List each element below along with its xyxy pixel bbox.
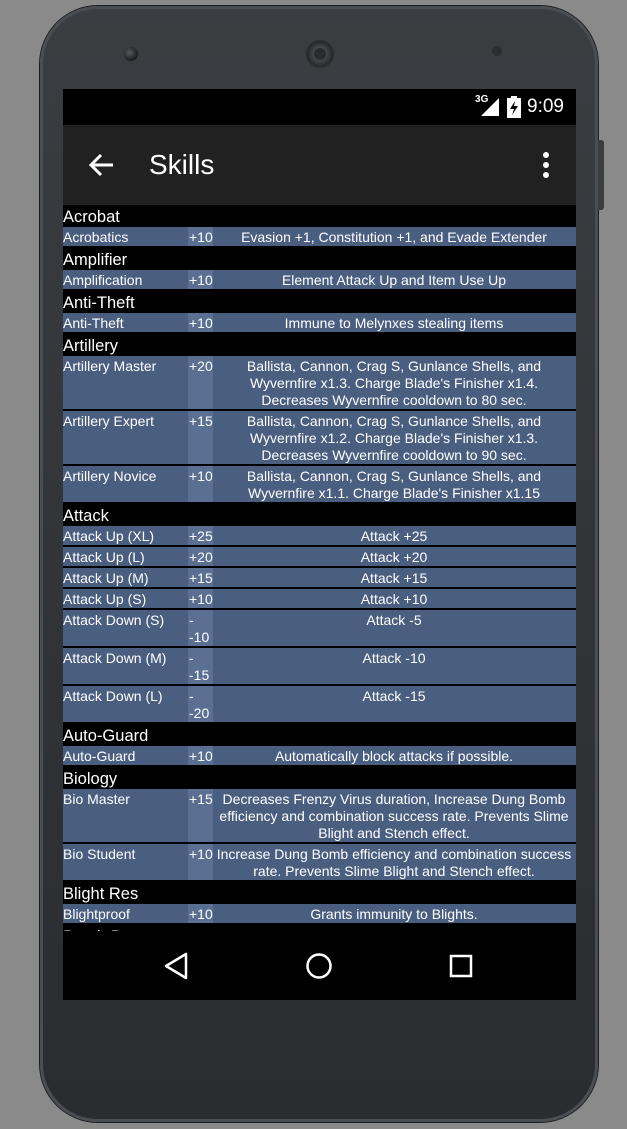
skill-description: Ballista, Cannon, Crag S, Gunlance Shells, and Wyvernfire x1.1. Charge Blade's Finisher x1.15: [246, 468, 542, 501]
skill-points: +25: [189, 528, 213, 544]
skill-points: --15: [188, 648, 213, 684]
skill-name: Attack Down (L): [63, 688, 163, 704]
skill-row[interactable]: [63, 313, 576, 332]
skill-name: Bio Student: [63, 846, 136, 862]
skill-name: Attack Up (L): [63, 549, 145, 565]
skill-points: +15: [188, 411, 213, 464]
section-header: Acrobat: [63, 208, 120, 226]
skill-description: Attack +15: [360, 570, 428, 586]
nav-recents-button[interactable]: [445, 950, 477, 982]
circle-home-icon: [303, 950, 335, 982]
skill-points: +20: [189, 549, 213, 565]
earpiece-speaker: [306, 40, 334, 68]
skill-row[interactable]: [63, 904, 576, 923]
skill-row[interactable]: [63, 844, 576, 880]
nav-home-button[interactable]: [303, 950, 335, 982]
skill-name: Attack Up (XL): [63, 528, 155, 544]
skill-points: +20: [188, 356, 213, 409]
skill-name: Attack Down (S): [63, 612, 165, 628]
skill-name: Artillery Expert: [63, 413, 155, 429]
navigation-bar: [63, 931, 576, 1000]
skill-description: Attack +20: [360, 549, 428, 565]
front-camera: [124, 47, 138, 61]
skill-name: Attack Up (M): [63, 570, 149, 586]
section-header: Anti-Theft: [63, 294, 135, 312]
skill-description: Attack -15: [362, 688, 426, 704]
skill-points: +15: [188, 789, 213, 842]
skill-points: +10: [189, 315, 213, 331]
page-title: Skills: [149, 149, 215, 180]
skill-description: Ballista, Cannon, Crag S, Gunlance Shells, and Wyvernfire x1.2. Charge Blade's Finisher x1.3. Decreases Wyvernfire cooldown to 90 sec.: [246, 413, 542, 463]
skill-description: Immune to Melynxes stealing items: [284, 315, 504, 331]
skill-name: Blightproof: [63, 906, 130, 922]
skill-row[interactable]: [63, 746, 576, 765]
skill-name: Bio Master: [63, 791, 130, 807]
nav-back-button[interactable]: [161, 950, 193, 982]
power-button: [598, 140, 604, 210]
section-header: Blight Res: [63, 885, 139, 903]
skill-row[interactable]: [63, 466, 576, 502]
more-vert-icon: [536, 149, 556, 181]
skill-description: Decreases Frenzy Virus duration, Increase Dung Bomb efficiency and combination success rate. Prevents Slime Blight and Stench effect.: [219, 791, 569, 841]
skill-row[interactable]: [63, 648, 576, 684]
skill-row[interactable]: [63, 526, 576, 545]
skill-row[interactable]: [63, 686, 576, 722]
skill-name: Auto-Guard: [63, 748, 136, 764]
clock: 9:09: [527, 96, 564, 117]
skill-points: +10: [188, 844, 213, 880]
skill-row[interactable]: [63, 270, 576, 289]
section-header: Attack: [63, 507, 109, 525]
overflow-menu-button[interactable]: [536, 149, 556, 181]
proximity-sensor: [492, 46, 502, 56]
skill-description: Increase Dung Bomb efficiency and combination success rate. Prevents Slime Blight and Stench effect.: [216, 846, 572, 879]
skill-points: +10: [189, 748, 213, 764]
skill-row[interactable]: [63, 227, 576, 246]
skill-description: Element Attack Up and Item Use Up: [281, 272, 507, 288]
skill-description: Grants immunity to Blights.: [310, 906, 478, 922]
section-header: Amplifier: [63, 251, 128, 269]
skill-description: Ballista, Cannon, Crag S, Gunlance Shells, and Wyvernfire x1.3. Charge Blade's Finisher x1.4. Decreases Wyvernfire cooldown to 80 sec.: [246, 358, 542, 408]
section-header: Biology: [63, 770, 118, 788]
skill-name: Amplification: [63, 272, 143, 288]
skill-name: Attack Up (S): [63, 591, 147, 607]
arrow-left-icon: [85, 148, 119, 182]
skill-points: +10: [188, 466, 213, 502]
skill-description: Automatically block attacks if possible.: [274, 748, 514, 764]
skill-row[interactable]: [63, 789, 576, 842]
signal-icon: [475, 96, 501, 118]
network-type: 3G: [475, 94, 489, 105]
skill-description: Evasion +1, Constitution +1, and Evade Extender: [241, 229, 547, 245]
skill-name: Artillery Novice: [63, 468, 157, 484]
skill-description: Attack -10: [362, 650, 426, 666]
square-recents-icon: [445, 950, 477, 982]
skill-points: --10: [188, 610, 213, 646]
skill-row[interactable]: [63, 589, 576, 608]
skill-points: --20: [188, 686, 213, 722]
battery-icon: [507, 96, 521, 118]
skill-name: Acrobatics: [63, 229, 129, 245]
section-header: Auto-Guard: [63, 727, 149, 745]
skill-name: Anti-Theft: [63, 315, 124, 331]
skill-points: +10: [189, 229, 213, 245]
screen: [63, 89, 576, 1000]
skill-points: +10: [189, 272, 213, 288]
skill-points: +15: [189, 570, 213, 586]
skill-row[interactable]: [63, 356, 576, 409]
skills-list[interactable]: [63, 205, 576, 931]
skill-row[interactable]: [63, 610, 576, 646]
status-bar: [63, 89, 576, 125]
skill-row[interactable]: [63, 568, 576, 587]
skill-points: +10: [189, 591, 213, 607]
skill-description: Attack +25: [360, 528, 428, 544]
skill-row[interactable]: [63, 547, 576, 566]
skill-name: Artillery Master: [63, 358, 157, 374]
toolbar: [63, 125, 576, 205]
skill-row[interactable]: [63, 411, 576, 464]
section-header: Artillery: [63, 337, 119, 355]
back-button[interactable]: [85, 148, 119, 182]
skill-points: +10: [189, 906, 213, 922]
skill-description: Attack -5: [366, 612, 422, 628]
skill-name: Attack Down (M): [63, 650, 167, 666]
triangle-back-icon: [161, 950, 193, 982]
skill-description: Attack +10: [360, 591, 428, 607]
